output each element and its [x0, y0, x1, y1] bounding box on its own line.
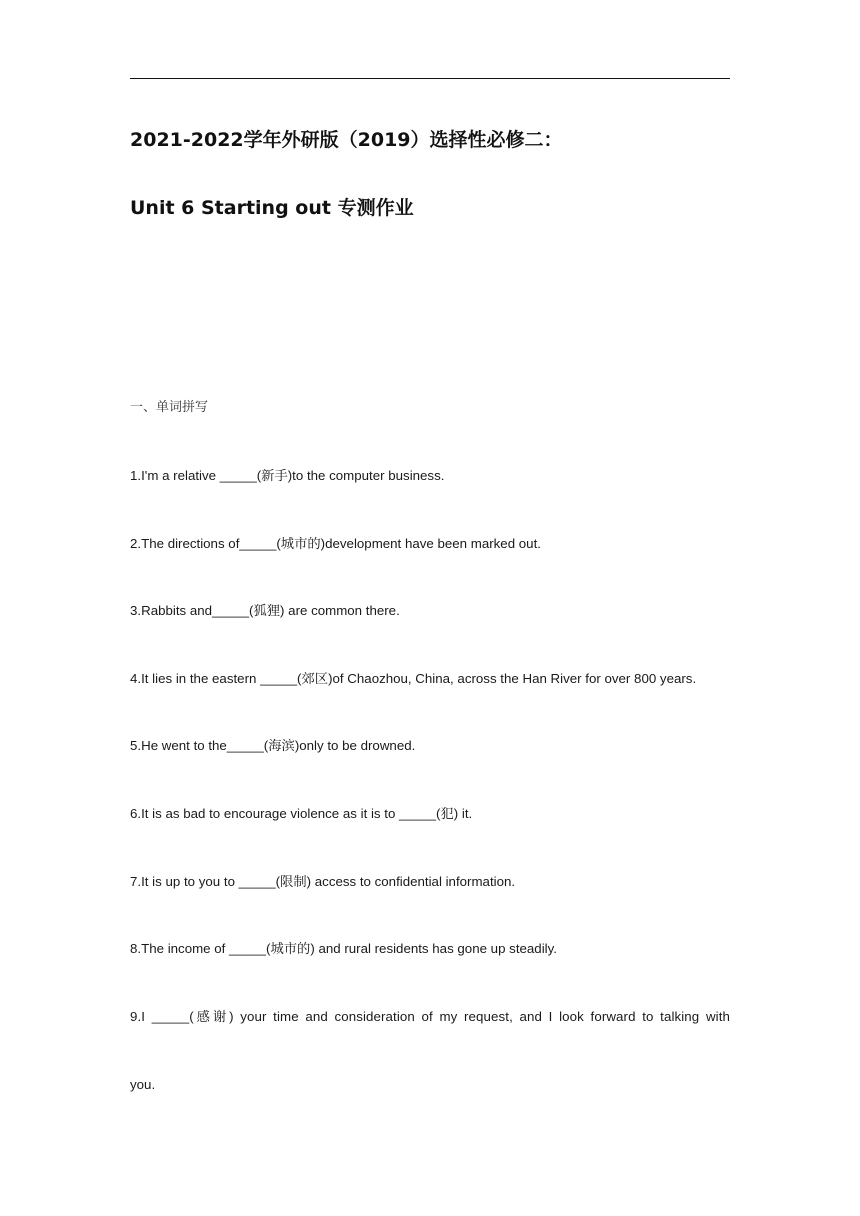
section-heading: 一、单词拼写 [130, 400, 209, 415]
document-title-line-1: 2021-2022学年外研版（2019）选择性必修二： [130, 129, 563, 151]
question-7: 7.It is up to you to _____(限制) access to confidential information. [130, 874, 516, 889]
question-9-line-1: 9.I _____(感谢) your time and consideration of my request, and I look forward to talking with [130, 1009, 730, 1024]
question-1: 1.I'm a relative _____(新手)to the computer business. [130, 468, 445, 483]
question-8: 8.The income of _____(城市的) and rural residents has gone up steadily. [130, 941, 557, 956]
question-3: 3.Rabbits and_____(狐狸) are common there. [130, 603, 400, 618]
question-2: 2.The directions of_____(城市的)development have been marked out. [130, 536, 541, 551]
question-5: 5.He went to the_____(海滨)only to be drowned. [130, 738, 416, 753]
document-title-line-2: Unit 6 Starting out 专测作业 [130, 197, 414, 219]
question-9-line-2: you. [130, 1077, 156, 1092]
question-4: 4.It lies in the eastern _____(郊区)of Chaozhou, China, across the Han River for over 800 years. [130, 671, 697, 686]
header-rule [130, 78, 730, 79]
question-6: 6.It is as bad to encourage violence as it is to _____(犯) it. [130, 806, 473, 821]
